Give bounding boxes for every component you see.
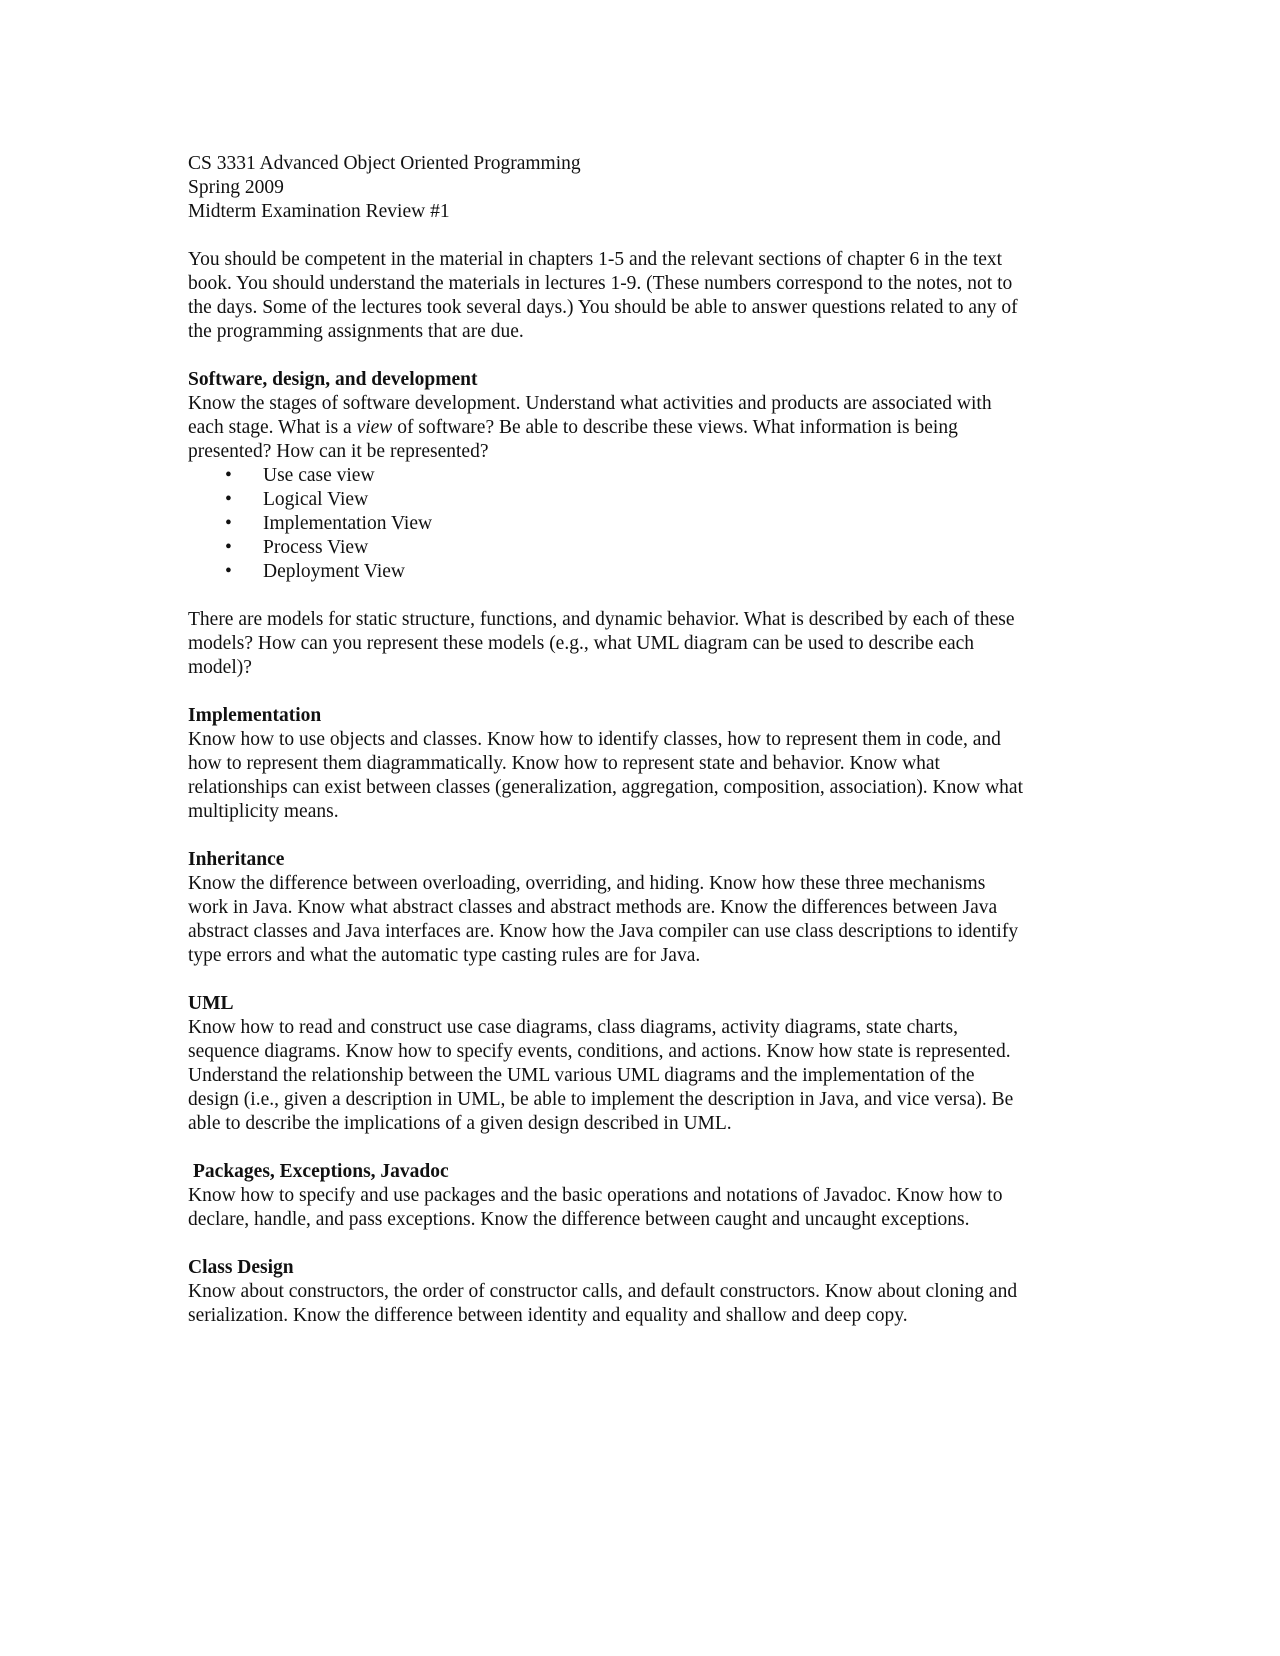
views-list <box>188 464 1088 584</box>
section-line <box>188 416 1088 440</box>
section-class-design <box>188 1256 1088 1328</box>
bullet-icon: • <box>225 465 232 486</box>
list-item-label: Deployment View <box>263 561 405 582</box>
term: Spring 2009 <box>188 177 284 198</box>
list-item <box>188 560 1088 584</box>
section-line: models? How can you represent these models (e.g., what UML diagram can be used to describe each <box>188 633 975 654</box>
bullet-icon: • <box>225 561 232 582</box>
section-line: Know about constructors, the order of constructor calls, and default constructors. Know about cloning and <box>188 1281 1018 1302</box>
section-heading: Software, design, and development <box>188 369 478 390</box>
section-packages <box>188 1160 1088 1232</box>
list-item-label: Use case view <box>263 465 375 486</box>
section-line: Know the stages of software development. Understand what activities and products are associated with <box>188 393 992 414</box>
section-heading: Implementation <box>188 705 322 726</box>
spacer <box>188 968 1088 992</box>
document-header <box>188 152 1088 224</box>
section-uml <box>188 992 1088 1136</box>
list-item-label: Logical View <box>263 489 369 510</box>
section-line: relationships can exist between classes (generalization, aggregation, composition, association). Know what <box>188 777 1024 798</box>
intro-paragraph <box>188 248 1088 344</box>
section-software <box>188 368 1088 680</box>
section-line: model)? <box>188 657 252 678</box>
section-line: serialization. Know the difference between identity and equality and shallow and deep copy. <box>188 1305 908 1326</box>
section-line: Know how to specify and use packages and the basic operations and notations of Javadoc. Know how to <box>188 1185 1003 1206</box>
section-line: design (i.e., given a description in UML, be able to implement the description in Java, and vice versa). Be <box>188 1089 1014 1110</box>
section-line: There are models for static structure, functions, and dynamic behavior. What is described by each of these <box>188 609 1015 630</box>
section-heading: Packages, Exceptions, Javadoc <box>193 1161 449 1182</box>
intro-line: the days. Some of the lectures took several days.) You should be able to answer questions related to any of <box>188 297 1018 318</box>
document-body <box>188 152 1088 1328</box>
text-run: each stage. What is a <box>188 417 357 438</box>
list-item-label: Process View <box>263 537 369 558</box>
section-line: sequence diagrams. Know how to specify events, conditions, and actions. Know how state is represented. <box>188 1041 1011 1062</box>
section-line: declare, handle, and pass exceptions. Know the difference between caught and uncaught exceptions. <box>188 1209 970 1230</box>
list-item <box>188 512 1088 536</box>
bullet-icon: • <box>225 513 232 534</box>
section-line: Know the difference between overloading, overriding, and hiding. Know how these three mechanisms <box>188 873 986 894</box>
list-item <box>188 488 1088 512</box>
list-item <box>188 464 1088 488</box>
section-line: work in Java. Know what abstract classes and abstract methods are. Know the differences between Java <box>188 897 998 918</box>
section-heading: Class Design <box>188 1257 294 1278</box>
section-line: abstract classes and Java interfaces are. Know how the Java compiler can use class descriptions to identify <box>188 921 1019 942</box>
list-item <box>188 536 1088 560</box>
intro-line: book. You should understand the materials in lectures 1-9. (These numbers correspond to the notes, not to <box>188 273 1013 294</box>
spacer <box>188 1136 1088 1160</box>
course-title: CS 3331 Advanced Object Oriented Programming <box>188 153 581 174</box>
spacer <box>188 584 1088 608</box>
section-line: presented? How can it be represented? <box>188 441 489 462</box>
section-line: Understand the relationship between the UML various UML diagrams and the implementation of the <box>188 1065 975 1086</box>
section-inheritance <box>188 848 1088 968</box>
section-line: Know how to read and construct use case diagrams, class diagrams, activity diagrams, state charts, <box>188 1017 959 1038</box>
section-line: multiplicity means. <box>188 801 339 822</box>
spacer <box>188 680 1088 704</box>
intro-line: the programming assignments that are due. <box>188 321 524 342</box>
section-line: Know how to use objects and classes. Know how to identify classes, how to represent them in code, and <box>188 729 1001 750</box>
spacer <box>188 824 1088 848</box>
section-implementation <box>188 704 1088 824</box>
section-heading: UML <box>188 993 234 1014</box>
section-line: how to represent them diagrammatically. Know how to represent state and behavior. Know what <box>188 753 940 774</box>
emphasized-term: view <box>356 417 393 438</box>
bullet-icon: • <box>225 537 232 558</box>
spacer <box>188 344 1088 368</box>
spacer <box>188 224 1088 248</box>
section-line: able to describe the implications of a given design described in UML. <box>188 1113 732 1134</box>
bullet-icon: • <box>225 489 232 510</box>
section-heading: Inheritance <box>188 849 285 870</box>
text-run: of software? Be able to describe these views. What information is being <box>392 417 958 438</box>
section-line: type errors and what the automatic type casting rules are for Java. <box>188 945 701 966</box>
spacer <box>188 1232 1088 1256</box>
intro-line: You should be competent in the material in chapters 1-5 and the relevant sections of chapter 6 in the text <box>188 249 1003 270</box>
document-title: Midterm Examination Review #1 <box>188 201 450 222</box>
list-item-label: Implementation View <box>263 513 433 534</box>
